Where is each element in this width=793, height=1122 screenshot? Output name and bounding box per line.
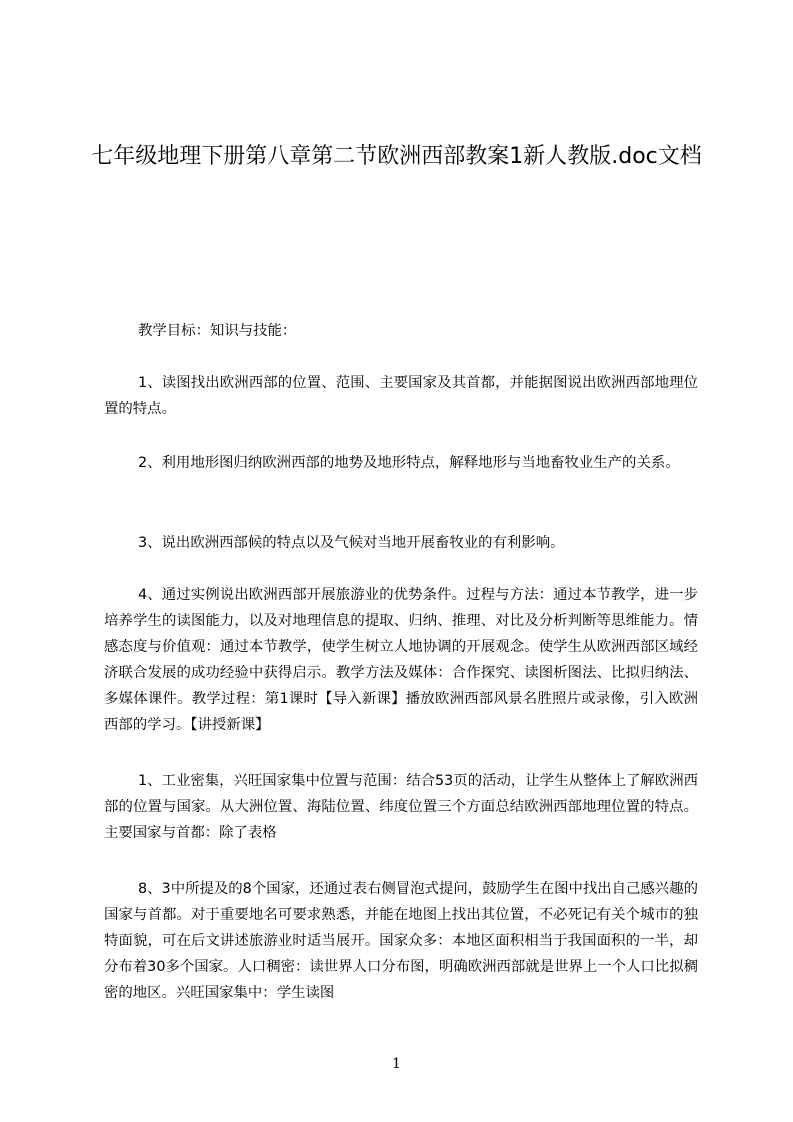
paragraph-countries-population: 8、3中所提及的8个国家，还通过表右侧冒泡式提问，鼓励学生在图中找出自己感兴趣的国家与首都。对于重要地名可要求熟悉，并能在地图上找出其位置，不必死记有关个城市的独特面貌，可在后文讲述旅游业时适当展开。国家众多：本地区面积相当于我国面积的一半，却分布着30多个国家。人口稠密：读世界人口分布图，明确欧洲西部就是世界上一个人口比拟稠密的地区。兴旺国家集中：学生读图 <box>104 881 698 1001</box>
paragraph-goal-1: 1、读图找出欧洲西部的位置、范围、主要国家及其首都，并能据图说出欧洲西部地理位置的特点。 <box>104 375 698 417</box>
document-title: 七年级地理下册第八章第二节欧洲西部教案1新人教版.doc文档 <box>91 144 702 169</box>
page-number: 1 <box>392 1056 401 1072</box>
paragraph-goal-2: 2、利用地形图归纳欧洲西部的地势及地形特点，解释地形与当地畜牧业生产的关系。 <box>138 455 680 471</box>
paragraph-industry-location: 1、工业密集，兴旺国家集中位置与范围：结合53页的活动，让学生从整体上了解欧洲西部的位置与国家。从大洲位置、海陆位置、纬度位置三个方面总结欧洲西部地理位置的特点。主要国家与首都：除了表格 <box>104 773 698 841</box>
paragraph-goal-4-process: 4、通过实例说出欧洲西部开展旅游业的优势条件。过程与方法：通过本节教学，进一步培养学生的读图能力，以及对地理信息的提取、归纳、推理、对比及分析判断等思维能力。情感态度与价值观：通过本节教学，使学生树立人地协调的开展观念。使学生从欧洲西部区域经济联合发展的成功经验中获得启示。教学方法及媒体：合作探究、读图析图法、比拟归纳法、多媒体课件。教学过程：第1课时【导入新课】播放欧洲西部风景名胜照片或录像，引入欧洲西部的学习。【讲授新课】 <box>104 587 698 733</box>
paragraph-teaching-goals: 教学目标：知识与技能： <box>138 323 297 339</box>
paragraph-goal-3: 3、说出欧洲西部候的特点以及气候对当地开展畜牧业的有利影响。 <box>138 535 565 551</box>
